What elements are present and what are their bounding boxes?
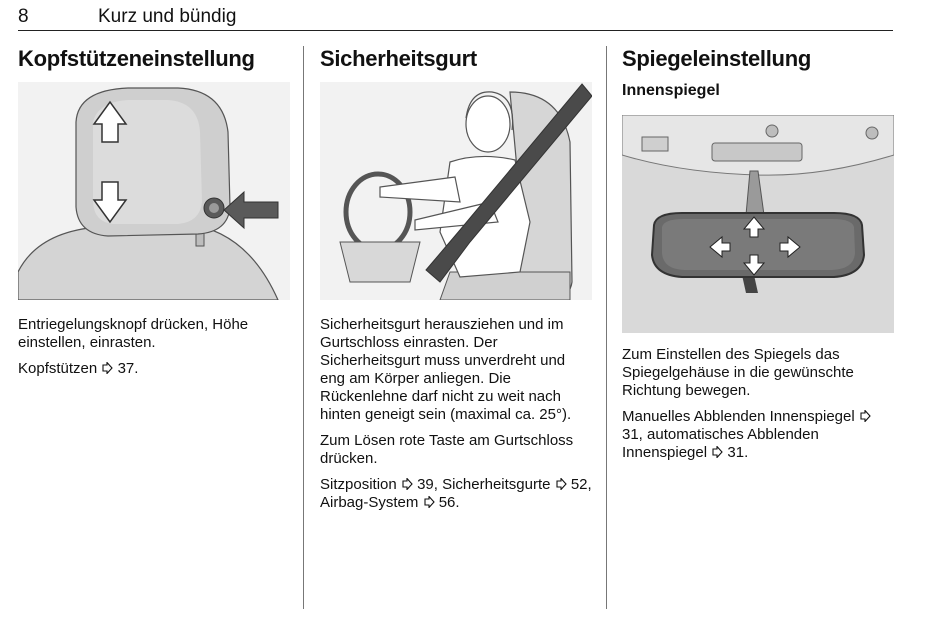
section-seatbelt (320, 44, 592, 74)
arrow-reference-icon (401, 478, 413, 490)
arrow-reference-icon (101, 362, 113, 374)
reference-page[interactable]: 39, Sicherheitsgurte (417, 476, 551, 493)
page-number: 8 (18, 6, 29, 27)
reference-paragraph (18, 360, 290, 378)
reference-text: Sitzposition (320, 476, 397, 493)
reference-text: Kopfstützen (18, 360, 98, 377)
headrest-figure (18, 82, 290, 300)
reference-page[interactable]: 31, automatisches Abblenden Innenspiegel (622, 426, 819, 461)
reference-paragraph (320, 476, 592, 512)
reference-page[interactable]: 56. (438, 494, 460, 511)
section-headrest (18, 44, 290, 74)
reference-text: Manuelles Abblenden Innenspiegel (622, 408, 855, 425)
column-divider (303, 46, 304, 609)
subsection-heading: Innenspiegel (622, 82, 720, 99)
section-mirror (622, 44, 894, 102)
page-header (18, 6, 893, 31)
seatbelt-illustration (320, 82, 592, 300)
section-heading: Spiegeleinstellung (622, 46, 811, 71)
mirror-figure (622, 115, 894, 333)
arrow-reference-icon (423, 496, 435, 508)
paragraph: Sicherheitsgurt herausziehen und im Gurtschloss einrasten. Der Sicherheitsgurt muss unverdreht und eng am Körper anliegen. Die Rückenlehne darf nicht zu weit nach hinten geneigt sein (maximal ca. 25°). (320, 316, 572, 423)
section-heading: Kopfstützeneinstellung (18, 46, 255, 71)
paragraph: Zum Einstellen des Spiegels das Spiegelgehäuse in die gewünschte Richtung bewegen. (622, 346, 854, 399)
reference-page[interactable]: 52, Airbag-System (320, 476, 592, 511)
reference-page[interactable]: 37. (117, 360, 139, 377)
reference-paragraph (622, 408, 894, 462)
reference-page[interactable]: 31. (727, 444, 749, 461)
paragraph: Zum Lösen rote Taste am Gurtschloss drücken. (320, 432, 574, 467)
paragraph: Entriegelungsknopf drücken, Höhe einstellen, einrasten. (18, 316, 249, 351)
mirror-illustration (622, 115, 894, 333)
headrest-illustration (18, 82, 290, 300)
seatbelt-figure (320, 82, 592, 300)
section-heading: Sicherheitsgurt (320, 46, 477, 71)
section-headrest-text (18, 316, 290, 386)
arrow-reference-icon (711, 446, 723, 458)
section-mirror-text (622, 346, 894, 470)
arrow-reference-icon (555, 478, 567, 490)
section-seatbelt-text (320, 316, 592, 520)
header-title: Kurz und bündig (98, 6, 237, 27)
column-divider (606, 46, 607, 609)
arrow-reference-icon (859, 410, 871, 422)
